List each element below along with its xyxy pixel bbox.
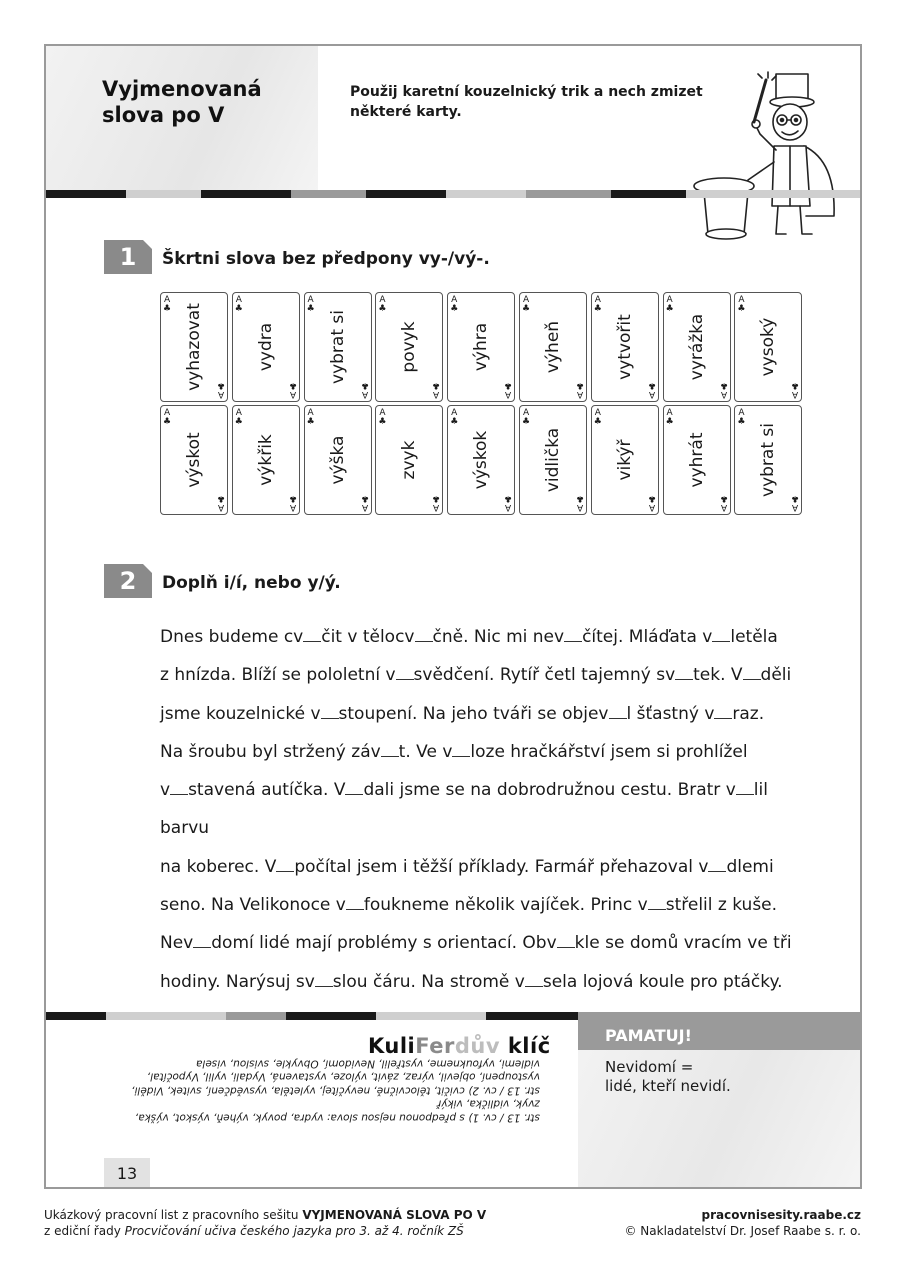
task-2-number: 2 bbox=[104, 564, 152, 598]
card-corner-bottom: A ♣ bbox=[432, 493, 441, 512]
playing-card[interactable] bbox=[375, 405, 443, 515]
playing-card[interactable] bbox=[232, 405, 300, 515]
copyright: © Nakladatelství Dr. Josef Raabe s. r. o. bbox=[624, 1224, 861, 1238]
task-1-number: 1 bbox=[104, 240, 152, 274]
card-corner-bottom: A ♣ bbox=[575, 380, 584, 399]
card-word: vydra bbox=[255, 322, 276, 372]
card-corner-top: A ♣ bbox=[163, 295, 172, 314]
intro-text bbox=[350, 82, 710, 122]
page-number: 13 bbox=[104, 1158, 150, 1189]
card-corner-bottom: A ♣ bbox=[719, 380, 728, 399]
remember-box bbox=[578, 1020, 862, 1189]
text-line: jsme kouzelnické v stoupení. Na jeho tváři se objev l šťastný v raz. bbox=[160, 703, 765, 724]
blank-field[interactable] bbox=[276, 862, 294, 872]
card-corner-top: A ♣ bbox=[378, 295, 387, 314]
answer-key-upside-down: str. 13 / cv. 1) s předponou nejsou slova: vydra, povyk, výheň, výskot, výška, zvyk, vidlička, vikýř str. 13 / cv. 2) cvičit, tělocvičně, nevyčítej, vyletěla, vysvědčení, svitek, Viděli, vystoupení, objevil, výraz, závit, výloze, vystavená, Vydali, vylil, Vypočítal, vidlemi, vyfoukneme, vystřelil, Nevidomí, Obvykle, svislou, visela bbox=[131, 1057, 540, 1124]
blank-field[interactable] bbox=[675, 670, 693, 680]
blank-field[interactable] bbox=[557, 938, 575, 948]
text-line: hodiny. Narýsuj sv slou čáru. Na stromě v sela lojová koule pro ptáčky. bbox=[160, 971, 783, 992]
worksheet-title bbox=[102, 76, 262, 128]
playing-card[interactable] bbox=[232, 292, 300, 402]
blank-field[interactable] bbox=[345, 785, 363, 795]
card-corner-top: A ♣ bbox=[378, 408, 387, 427]
card-corner-bottom: A ♣ bbox=[360, 493, 369, 512]
blank-field[interactable] bbox=[712, 632, 730, 642]
task-2-instruction: Doplň i/í, nebo y/ý. bbox=[162, 573, 341, 593]
card-corner-bottom: A ♣ bbox=[719, 493, 728, 512]
intro-line-2: některé karty. bbox=[350, 104, 462, 120]
card-corner-bottom: A ♣ bbox=[216, 493, 225, 512]
blank-field[interactable] bbox=[708, 862, 726, 872]
card-word: zvyk bbox=[399, 440, 420, 480]
playing-card[interactable] bbox=[304, 292, 372, 402]
footer-right bbox=[624, 1207, 861, 1239]
playing-card[interactable] bbox=[447, 292, 515, 402]
card-word: vyrážka bbox=[686, 313, 707, 381]
card-grid bbox=[160, 292, 802, 515]
playing-card[interactable] bbox=[160, 292, 228, 402]
card-word: vyhazovat bbox=[184, 303, 204, 391]
header-divider-stripe bbox=[46, 190, 862, 198]
text-line: Nev domí lidé mají problémy s orientací. Obv kle se domů vracím ve tři bbox=[160, 933, 792, 954]
blank-field[interactable] bbox=[170, 785, 188, 795]
blank-field[interactable] bbox=[321, 709, 339, 719]
card-corner-bottom: A ♣ bbox=[504, 493, 513, 512]
task-1-instruction: Škrtni slova bez předpony vy-/vý-. bbox=[162, 249, 490, 269]
intro-line-1: Použij karetní kouzelnický trik a nech zmizet bbox=[350, 84, 703, 100]
blank-field[interactable] bbox=[743, 670, 761, 680]
playing-card[interactable] bbox=[304, 405, 372, 515]
footer-left: Ukázkový pracovní list z pracovního sešitu VYJMENOVANÁ SLOVA PO V z ediční řady Procvičování učiva českého jazyka pro 3. až 4. ročník ZŠ bbox=[44, 1208, 487, 1238]
card-corner-bottom: A ♣ bbox=[288, 380, 297, 399]
card-corner-top: A ♣ bbox=[234, 408, 243, 427]
card-word: vidlička bbox=[542, 427, 563, 493]
card-corner-bottom: A ♣ bbox=[432, 380, 441, 399]
blank-field[interactable] bbox=[193, 938, 211, 948]
blank-field[interactable] bbox=[452, 747, 470, 757]
card-corner-bottom: A ♣ bbox=[575, 493, 584, 512]
playing-card[interactable] bbox=[447, 405, 515, 515]
blank-field[interactable] bbox=[381, 747, 399, 757]
card-corner-top: A ♣ bbox=[450, 408, 459, 427]
card-corner-top: A ♣ bbox=[737, 408, 746, 427]
card-corner-top: A ♣ bbox=[665, 295, 674, 314]
blank-field[interactable] bbox=[648, 900, 666, 910]
card-corner-top: A ♣ bbox=[521, 408, 531, 427]
remember-heading: PAMATUJ! bbox=[578, 1020, 862, 1050]
blank-field[interactable] bbox=[525, 977, 543, 987]
worksheet-page bbox=[44, 44, 862, 1189]
text-line: seno. Na Velikonoce v foukneme několik vajíček. Princ v střelil z kuše. bbox=[160, 895, 778, 916]
card-corner-bottom: A ♣ bbox=[647, 380, 656, 399]
card-word: výkřik bbox=[255, 434, 276, 486]
bottom-divider-stripe bbox=[46, 1012, 862, 1020]
text-line: v stavená autíčka. V dali jsme se na dobrodružnou cestu. Bratr v lil barvu bbox=[160, 780, 768, 839]
card-corner-top: A ♣ bbox=[234, 295, 243, 314]
playing-card[interactable] bbox=[734, 405, 802, 515]
remember-text: Nevidomí = lidé, kteří nevidí. bbox=[605, 1058, 731, 1095]
card-corner-top: A ♣ bbox=[593, 408, 602, 427]
card-corner-bottom: A ♣ bbox=[504, 380, 513, 399]
publisher-url[interactable]: pracovnisesity.raabe.cz bbox=[701, 1208, 861, 1222]
blank-field[interactable] bbox=[315, 977, 333, 987]
card-corner-top: A ♣ bbox=[665, 408, 674, 427]
playing-card[interactable] bbox=[375, 292, 443, 402]
card-corner-top: A ♣ bbox=[450, 295, 459, 314]
playing-card[interactable] bbox=[519, 292, 587, 402]
card-corner-top: A ♣ bbox=[306, 295, 315, 314]
card-word: výheň bbox=[542, 320, 563, 374]
card-word: vysoký bbox=[758, 317, 779, 377]
fill-in-text bbox=[160, 618, 820, 1001]
playing-card[interactable] bbox=[663, 292, 731, 402]
header-title-panel bbox=[46, 46, 318, 196]
playing-card[interactable] bbox=[663, 405, 731, 515]
magician-illustration bbox=[686, 66, 856, 246]
card-word: vybrat si bbox=[327, 310, 348, 384]
blank-field[interactable] bbox=[609, 709, 627, 719]
card-corner-top: A ♣ bbox=[593, 295, 602, 314]
blank-field[interactable] bbox=[564, 632, 582, 642]
card-word: výskot bbox=[184, 432, 204, 488]
card-corner-bottom: A ♣ bbox=[360, 380, 369, 399]
playing-card[interactable] bbox=[519, 405, 587, 515]
playing-card[interactable] bbox=[734, 292, 802, 402]
card-word: vybrat si bbox=[758, 423, 779, 497]
card-word: povyk bbox=[399, 321, 420, 373]
card-corner-bottom: A ♣ bbox=[647, 493, 656, 512]
blank-field[interactable] bbox=[346, 900, 364, 910]
card-corner-bottom: A ♣ bbox=[288, 493, 297, 512]
blank-field[interactable] bbox=[415, 632, 433, 642]
text-line: na koberec. V počítal jsem i těžší příklady. Farmář přehazoval v dlemi bbox=[160, 856, 774, 877]
card-word: výhra bbox=[471, 322, 492, 372]
playing-card[interactable] bbox=[591, 405, 659, 515]
playing-card[interactable] bbox=[160, 405, 228, 515]
card-corner-top: A ♣ bbox=[737, 295, 746, 314]
card-corner-bottom: A ♣ bbox=[791, 380, 800, 399]
text-line: Na šroubu byl stržený záv t. Ve v loze hračkářství jsem si prohlížel bbox=[160, 741, 748, 762]
card-corner-bottom: A ♣ bbox=[791, 493, 800, 512]
card-word: výskok bbox=[471, 430, 492, 490]
blank-field[interactable] bbox=[303, 632, 321, 642]
card-corner-top: A ♣ bbox=[306, 408, 315, 427]
title-line-2: slova po V bbox=[102, 103, 225, 127]
blank-field[interactable] bbox=[714, 709, 732, 719]
card-corner-top: A ♣ bbox=[163, 408, 172, 427]
card-corner-bottom: A ♣ bbox=[216, 380, 225, 399]
card-word: vytvořit bbox=[614, 314, 635, 380]
blank-field[interactable] bbox=[736, 785, 754, 795]
text-line: Dnes budeme cv čit v tělocv čně. Nic mi nev čítej. Mláďata v letěla bbox=[160, 627, 778, 647]
card-word: vikýř bbox=[614, 439, 635, 481]
blank-field[interactable] bbox=[396, 670, 414, 680]
answer-key-title: KuliFerdův klíč bbox=[368, 1034, 551, 1058]
card-word: výška bbox=[327, 435, 348, 485]
card-corner-top: A ♣ bbox=[521, 295, 531, 314]
card-word: vyhrát bbox=[686, 432, 707, 488]
playing-card[interactable] bbox=[591, 292, 659, 402]
text-line: z hnízda. Blíží se pololetní v svědčení. Rytíř četl tajemný sv tek. V děli bbox=[160, 665, 792, 686]
title-line-1: Vyjmenovaná bbox=[102, 77, 262, 101]
